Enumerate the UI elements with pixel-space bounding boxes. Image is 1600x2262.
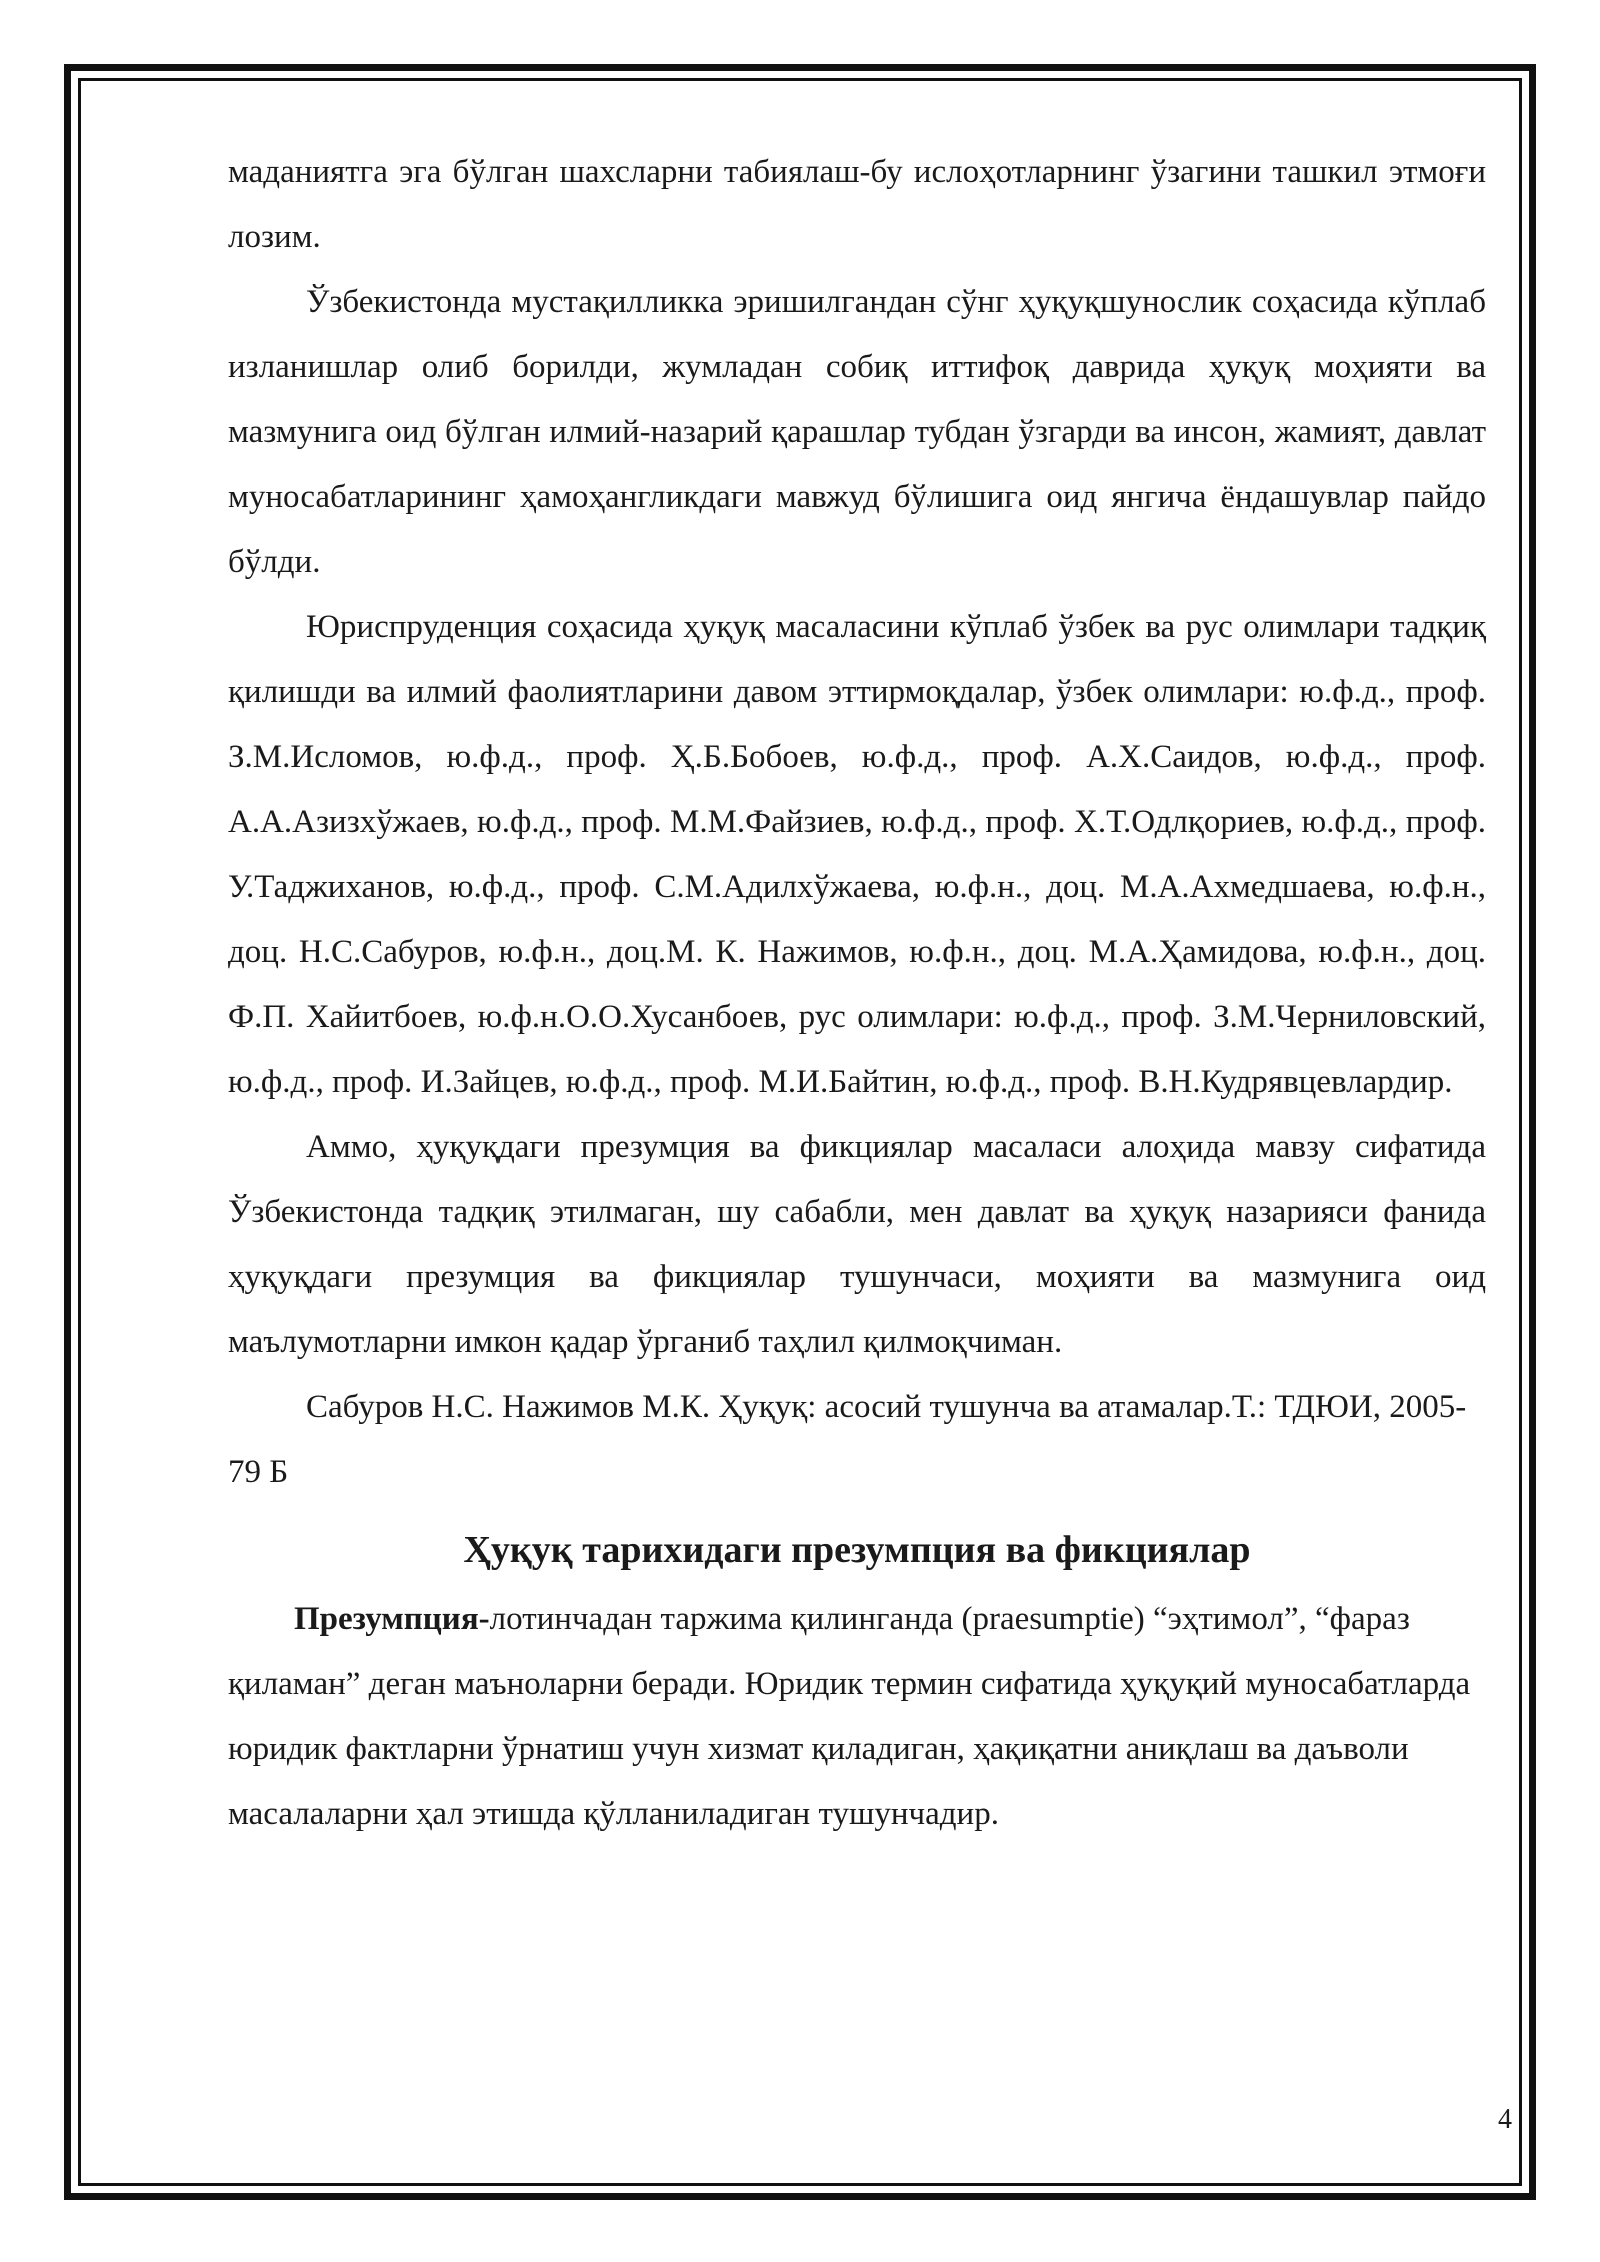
paragraph-research-goal: Аммо, ҳуқуқдаги презумция ва фикциялар масаласи алоҳида мавзу сифатида Ўзбекистонда тадқиқ этилмаган, шу сабабли, мен давлат ва ҳуқуқ назарияси фанида ҳуқуқдаги презумция ва фикциялар тушунчаси, моҳияти ва мазмунига оид маълумотларни имкон қадар ўрганиб таҳлил қилмоқчиман. (228, 1129, 1486, 1360)
reference-citation: Сабуров Н.С. Нажимов М.К. Ҳуқуқ: асосий тушунча ва атамалар.Т.: ТДЮИ, 2005-79 Б (228, 1389, 1467, 1490)
definition-text: лотинчадан таржима қилинганда (praesumptie) “эҳтимол”, “фараз қиламан” деган маъноларни беради. Юридик термин сифатида ҳуқуқий муносабатларда юридик фактларни ўрнатиш учун хизмат қиладиган, ҳақиқатни аниқлаш ва даъволи масалаларни ҳал этишда қўлланиладиган тушунчадир. (228, 1601, 1471, 1832)
page-number: 4 (1498, 2104, 1512, 2135)
paragraph-scholars-list: Юриспруденция соҳасида ҳуқуқ масаласини кўплаб ўзбек ва рус олимлари тадқиқ қилишди ва илмий фаолиятларини давом эттирмоқдалар, ўзбек олимлари: ю.ф.д., проф. З.М.Исломов, ю.ф.д., проф. Ҳ.Б.Бобоев, ю.ф.д., проф. А.Х.Саидов, ю.ф.д., проф. А.А.Азизхўжаев, ю.ф.д., проф. М.М.Файзиев, ю.ф.д., проф. Х.Т.Одлқориев, ю.ф.д., проф. У.Таджиханов, ю.ф.д., проф. С.М.Адилхўжаева, ю.ф.н., доц. М.А.Ахмедшаева, ю.ф.н., доц. Н.С.Сабуров, ю.ф.н., доц.М. К. Нажимов, ю.ф.н., доц. М.А.Ҳамидова, ю.ф.н., доц. Ф.П. Хайитбоев, ю.ф.н.О.О.Хусанбоев, рус олимлари: ю.ф.д., проф. З.М.Черниловский, ю.ф.д., проф. И.Зайцев, ю.ф.д., проф. М.И.Байтин, ю.ф.д., проф. В.Н.Кудрявцевлардир. (228, 609, 1486, 1100)
paragraph-independence-research: Ўзбекистонда мустақилликка эришилгандан сўнг ҳуқуқшунослик соҳасида кўплаб изланишлар олиб борилди, жумладан собиқ иттифоқ даврида ҳуқуқ моҳияти ва мазмунига оид бўлган илмий-назарий қарашлар тубдан ўзгарди ва инсон, жамият, давлат муносабатларининг ҳамоҳангликдаги мавжуд бўлишига оид янгича ёндашувлар пайдо бўлди. (228, 284, 1486, 580)
paragraph-continuation: маданиятга эга бўлган шахсларни табиялаш-бу ислоҳотларнинг ўзагини ташкил этмоғи лозим. (228, 154, 1486, 255)
page-body (228, 140, 1486, 1847)
paragraph-definition (228, 1587, 1486, 1847)
section-heading: Ҳуқуқ тарихидаги презумпция ва фикциялар (463, 1529, 1251, 1571)
defined-term: Презумпция- (294, 1601, 490, 1637)
